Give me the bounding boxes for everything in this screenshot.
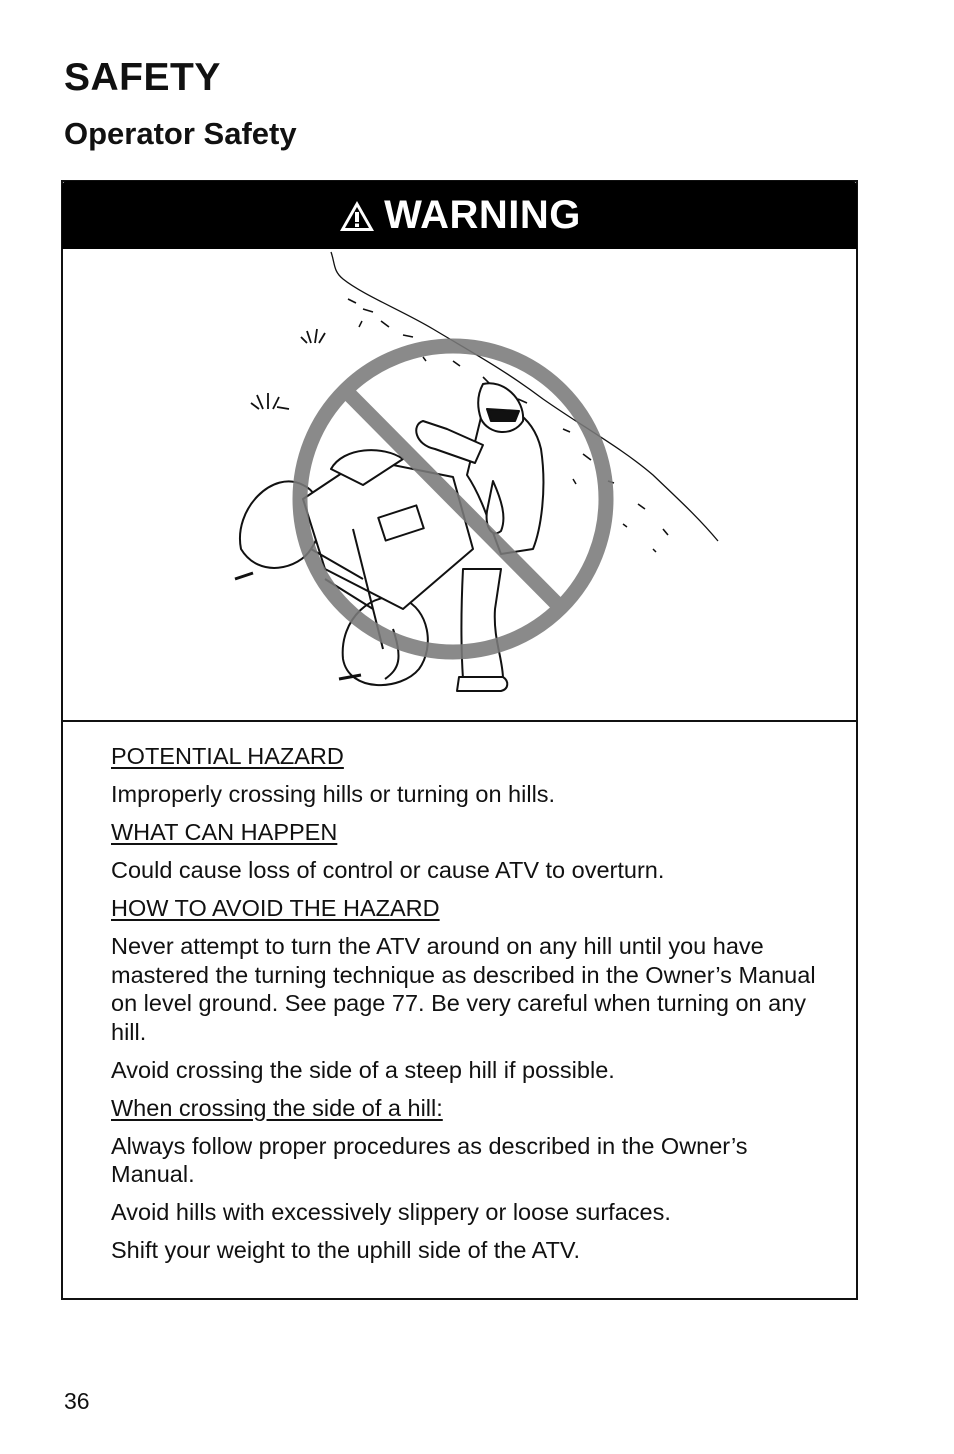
crossing-text: Shift your weight to the uphill side of the ATV. <box>111 1237 580 1263</box>
consequence-text: Could cause loss of control or cause ATV to overturn. <box>111 857 665 883</box>
page-title: SAFETY <box>64 56 221 99</box>
crossing-heading: When crossing the side of a hill: <box>111 1094 443 1121</box>
crossing-text: Always follow proper procedures as described in the Owner’s Manual. <box>111 1132 748 1187</box>
warning-label: WARNING <box>384 192 581 237</box>
crossing-text: Avoid hills with excessively slippery or loose surfaces. <box>111 1199 671 1225</box>
hazard-text: Improperly crossing hills or turning on hills. <box>111 781 556 807</box>
grass-tufts <box>251 329 325 409</box>
warning-box <box>61 180 858 1300</box>
warning-text <box>111 742 831 1274</box>
consequence-heading: WHAT CAN HAPPEN <box>111 819 338 845</box>
atv-hill-illustration <box>63 249 856 719</box>
divider <box>61 720 858 722</box>
warning-triangle-icon <box>338 199 376 233</box>
avoidance-text: Never attempt to turn the ATV around on any hill until you have mastered the turning technique as described in the Owner’s Manual on level ground. See page 77. Be very careful when turning on any hill. <box>111 933 816 1045</box>
avoidance-heading: HOW TO AVOID THE HAZARD <box>111 895 440 921</box>
hazard-heading: POTENTIAL HAZARD <box>111 743 344 769</box>
section-subtitle: Operator Safety <box>64 116 297 151</box>
warning-banner <box>62 181 857 249</box>
avoidance-text: Avoid crossing the side of a steep hill if possible. <box>111 1056 615 1083</box>
page-number: 36 <box>64 1388 90 1414</box>
